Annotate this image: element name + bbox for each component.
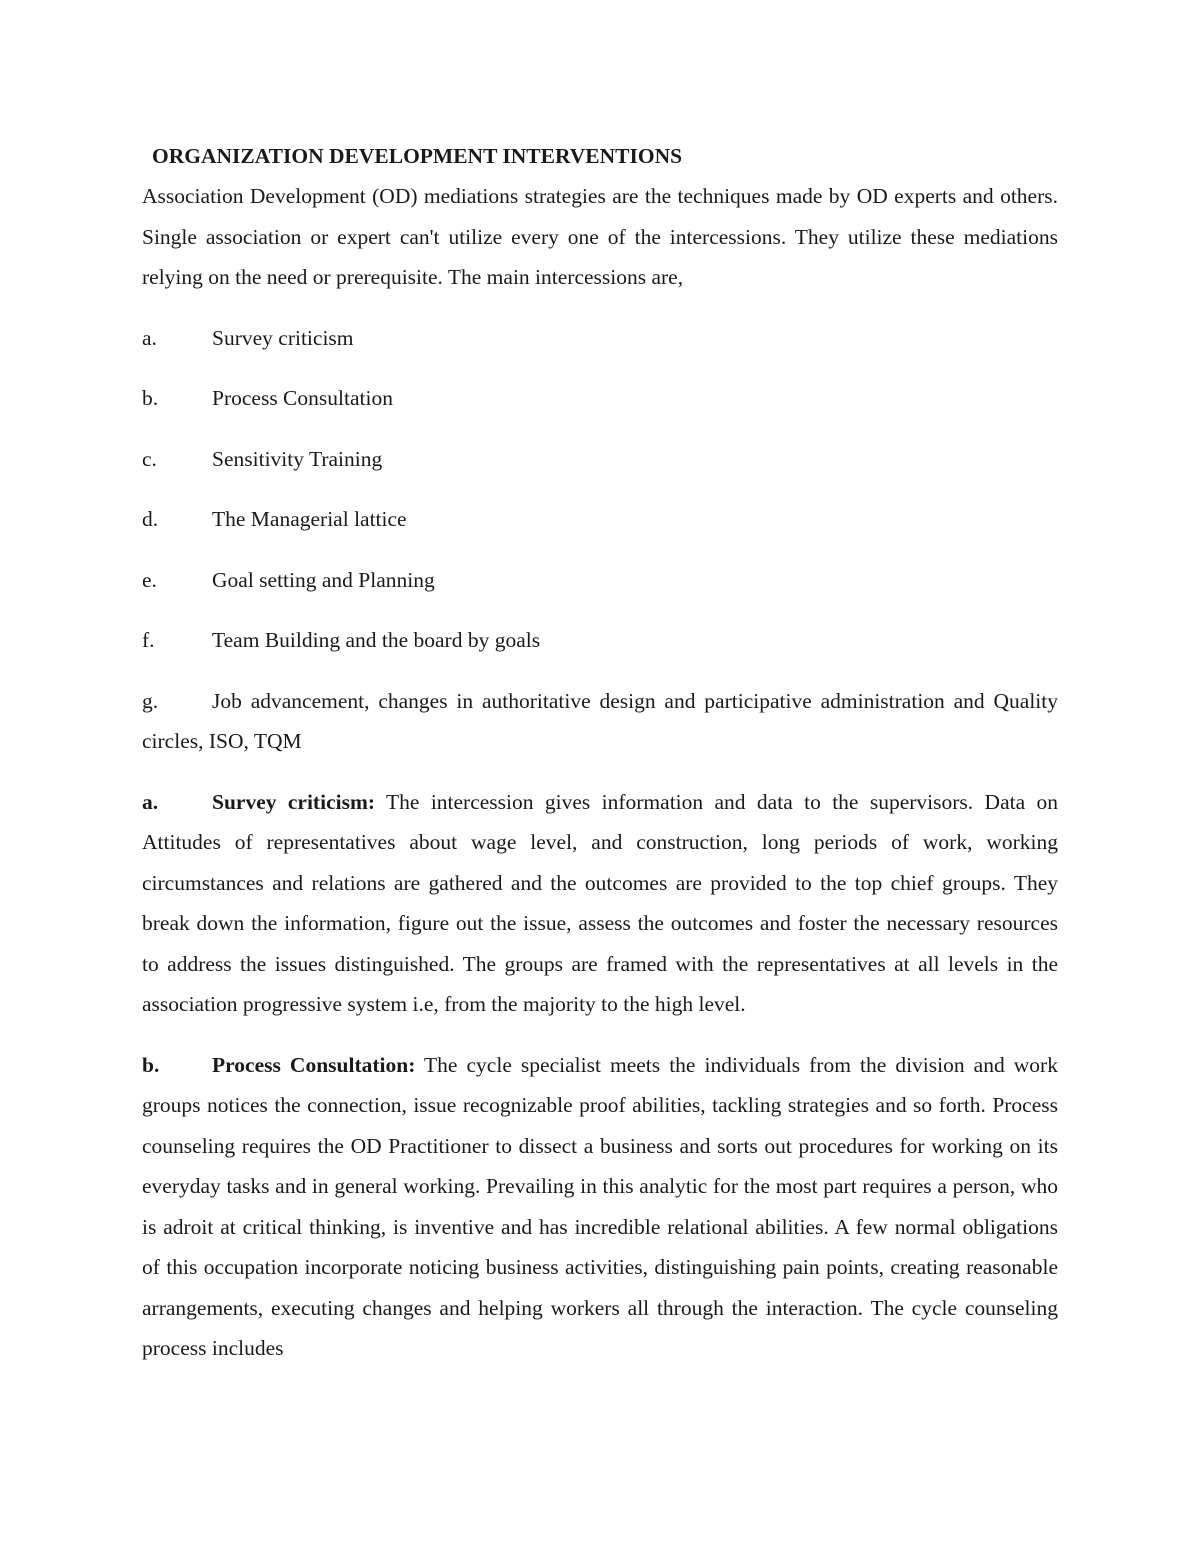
list-marker: g. bbox=[142, 688, 159, 713]
list-item bbox=[142, 499, 1058, 540]
list-item-text: Sensitivity Training bbox=[212, 446, 383, 471]
list-item-text: Job advancement, changes in authoritative design and participative administration and Quality circles, ISO, TQM bbox=[142, 688, 1058, 753]
list-item bbox=[142, 318, 1058, 359]
list-item bbox=[142, 378, 1058, 419]
list-item-text: Team Building and the board by goals bbox=[212, 628, 541, 652]
list-marker: e. bbox=[142, 567, 157, 592]
list-marker: a. bbox=[142, 325, 157, 350]
section-marker: a. bbox=[142, 789, 159, 814]
document-page bbox=[142, 136, 1058, 1369]
list-marker: f. bbox=[142, 628, 155, 652]
list-item-text: Process Consultation bbox=[212, 386, 393, 410]
list-item bbox=[142, 560, 1058, 601]
list-marker: b. bbox=[142, 386, 159, 410]
intro-paragraph: Association Development (OD) mediations strategies are the techniques made by OD experts and others. Single association or expert can't utilize every one of the intercessions. They utilize these mediations relying on the need or prerequisite. The main intercessions are, bbox=[142, 184, 1058, 289]
section-process-consultation bbox=[142, 1045, 1058, 1369]
list-item-text: Survey criticism bbox=[212, 325, 354, 350]
list-marker: c. bbox=[142, 446, 157, 471]
section-body: The intercession gives information and data to the supervisors. Data on Attitudes of representatives about wage level, and construction, long periods of work, working circumstances and relations are gathered and the outcomes are provided to the top chief groups. They break down the information, figure out the issue, assess the outcomes and foster the necessary resources to address the issues distinguished. The groups are framed with the representatives at all levels in the association progressive system i.e, from the majority to the high level. bbox=[142, 789, 1058, 1016]
list-item bbox=[142, 439, 1058, 480]
document-title: ORGANIZATION DEVELOPMENT INTERVENTIONS bbox=[152, 144, 683, 168]
list-marker: d. bbox=[142, 507, 159, 531]
section-heading: Survey criticism: bbox=[212, 789, 376, 814]
list-item bbox=[142, 620, 1058, 661]
interventions-list bbox=[142, 318, 1058, 762]
list-item bbox=[142, 681, 1058, 762]
list-item-text: Goal setting and Planning bbox=[212, 567, 435, 592]
section-heading: Process Consultation: bbox=[212, 1052, 416, 1077]
section-body: The cycle specialist meets the individuals from the division and work groups notices the connection, issue recognizable proof abilities, tackling strategies and so forth. Process counseling requires the OD Practitioner to dissect a business and sorts out procedures for working on its everyday tasks and in general working. Prevailing in this analytic for the most part requires a person, who is adroit at critical thinking, is inventive and has incredible relational abilities. A few normal obligations of this occupation incorporate noticing business activities, distinguishing pain points, creating reasonable arrangements, executing changes and helping workers all through the interaction. The cycle counseling process includes bbox=[142, 1052, 1058, 1360]
section-survey-criticism bbox=[142, 782, 1058, 1025]
list-item-text: The Managerial lattice bbox=[212, 507, 407, 531]
section-marker: b. bbox=[142, 1052, 160, 1077]
